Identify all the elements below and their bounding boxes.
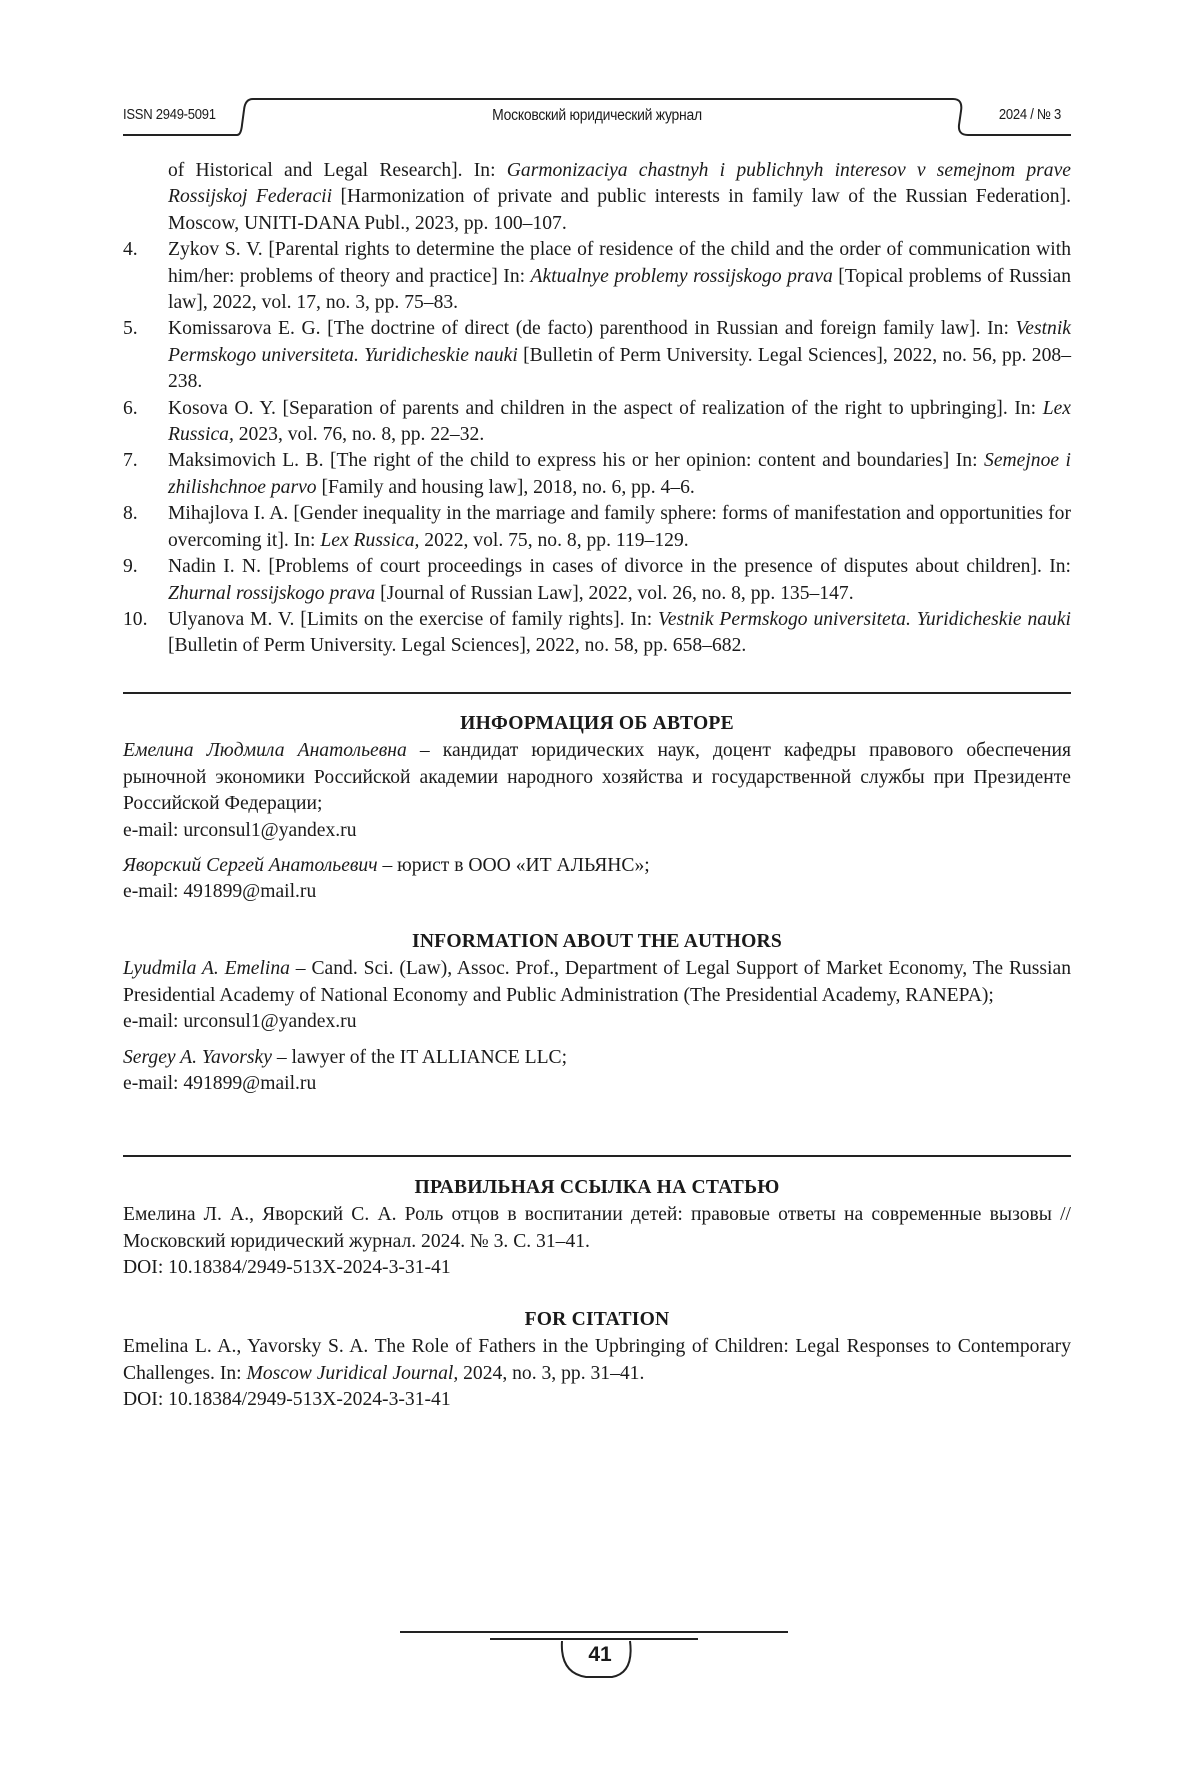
reference-text: [Topical problems of Russian law], 2022, vol. 17, no. 3, pp. 75–83. (168, 266, 1071, 313)
reference-number: 6. (123, 396, 138, 422)
reference-number: 8. (123, 501, 138, 527)
reference-text: 2023, vol. 76, no. 8, pp. 22–32. (234, 424, 484, 445)
reference-text: Maksimovich L. B. [The right of the child to express his or her opinion: content and boundaries] In: (168, 450, 984, 471)
author-bio (123, 1045, 1071, 1071)
author-info-en (123, 929, 1071, 1097)
reference-source-title: Semejnoe i zhilishchnoe parvo (168, 450, 1071, 497)
reference-source-title: Vestnik Permskogo universiteta. Yuridicheskie nauki (168, 318, 1071, 365)
reference-source-title: Aktualnye problemy rossijskogo prava (531, 266, 833, 287)
section-title: ИНФОРМАЦИЯ ОБ АВТОРЕ (123, 711, 1071, 737)
reference-text: 2022, vol. 75, no. 8, pp. 119–129. (419, 530, 688, 551)
author-email[interactable]: e-mail: 491899@mail.ru (123, 1071, 1071, 1097)
author-email[interactable]: e-mail: urconsul1@yandex.ru (123, 1009, 1071, 1035)
citation-details: 2024, no. 3, pp. 31–41. (458, 1363, 644, 1384)
citation-journal: Moscow Juridical Journal, (247, 1363, 459, 1384)
reference-source-title: Lex Russica, (320, 530, 419, 551)
running-header (123, 95, 1071, 137)
reference-text: Nadin I. N. [Problems of court proceedings in cases of divorce in the presence of disputes about children]. In: (168, 556, 1071, 577)
page-footer (390, 1625, 810, 1695)
author-name: Емелина Людмила Анатольевна (123, 740, 407, 761)
reference-number: 4. (123, 237, 138, 263)
citation-text: Емелина Л. А., Яворский С. А. Роль отцов в воспитании детей: правовые ответы на современные вызовы // Московский юридический журнал. 2024. № 3. С. 31–41. (123, 1202, 1071, 1255)
author-email[interactable]: e-mail: urconsul1@yandex.ru (123, 818, 1071, 844)
reference-source-title: Vestnik Permskogo universiteta. Yuridicheskie nauki (658, 609, 1071, 630)
reference-source-title: Zhurnal rossijskogo prava (168, 583, 375, 604)
journal-title: Московский юридический журнал (170, 107, 1023, 125)
citation-en (123, 1307, 1071, 1414)
reference-text: Mihajlova I. A. [Gender inequality in the marriage and family sphere: forms of manifestation and opportunities for overcoming it]. In: (168, 503, 1071, 550)
section-title: FOR CITATION (123, 1307, 1071, 1333)
reference-source-title: Garmonizaciya chastnyh i publichnyh interesov v semejnom prave Rossijskoj Federacii (168, 160, 1071, 207)
author-description: – Cand. Sci. (Law), Assoc. Prof., Department of Legal Support of Market Economy, The Russian Presidential Academy of National Economy and Public Administration (The Presidential Academy, RANEPA); (123, 958, 1071, 1005)
reference-text: [Journal of Russian Law], 2022, vol. 26, no. 8, pp. 135–147. (375, 583, 853, 604)
reference-number: 10. (123, 607, 148, 633)
reference-text: [Harmonization of private and public interests in family law of the Russian Federation]. Moscow, UNITI-DANA Publ., 2023, pp. 100–107. (168, 186, 1071, 233)
reference-text: [Bulletin of Perm University. Legal Sciences], 2022, no. 56, pp. 208–238. (168, 345, 1071, 392)
section-title: ПРАВИЛЬНАЯ ССЫЛКА НА СТАТЬЮ (123, 1175, 1071, 1201)
doi[interactable]: DOI: 10.18384/2949-513X-2024-3-31-41 (123, 1387, 1071, 1413)
author-bio (123, 956, 1071, 1009)
reference-text: Komissarova E. G. [The doctrine of direct (de facto) parenthood in Russian and foreign family law]. In: (168, 318, 1016, 339)
reference-list (123, 158, 1071, 660)
reference-text: Kosova O. Y. [Separation of parents and children in the aspect of realization of the right to upbringing]. In: (168, 398, 1043, 419)
reference-text: Zykov S. V. [Parental rights to determine the place of residence of the child and the order of communication with him/her: problems of theory and practice] In: (168, 239, 1071, 286)
reference-number: 7. (123, 448, 138, 474)
reference-item (123, 396, 1071, 449)
issue-number: 2024 / № 3 (999, 107, 1061, 123)
reference-text: of Historical and Legal Research]. In: (168, 160, 507, 181)
author-bio (123, 853, 1071, 879)
reference-item (123, 448, 1071, 501)
reference-number: 9. (123, 554, 138, 580)
author-info-ru (123, 711, 1071, 906)
issn: ISSN 2949-5091 (123, 107, 216, 123)
reference-source-title: Lex Russica, (168, 398, 1071, 445)
section-divider (123, 692, 1071, 694)
reference-text: [Family and housing law], 2018, no. 6, pp. 4–6. (317, 477, 695, 498)
reference-number: 5. (123, 316, 138, 342)
reference-item (123, 158, 1071, 237)
author-name: Яворский Сергей Анатольевич (123, 855, 378, 876)
doi[interactable]: DOI: 10.18384/2949-513X-2024-3-31-41 (123, 1255, 1071, 1281)
citation-text (123, 1334, 1071, 1387)
author-name: Lyudmila A. Emelina (123, 958, 290, 979)
author-email[interactable]: e-mail: 491899@mail.ru (123, 879, 1071, 905)
reference-item (123, 501, 1071, 554)
citation-ru (123, 1175, 1071, 1282)
section-divider (123, 1155, 1071, 1157)
reference-item (123, 316, 1071, 395)
author-bio (123, 738, 1071, 817)
reference-item (123, 554, 1071, 607)
reference-item (123, 607, 1071, 660)
citation-authors-title: Emelina L. A., Yavorsky S. A. The Role of Fathers in the Upbringing of Children: Legal Responses to Contemporary Challenges. In: (123, 1336, 1071, 1383)
author-name: Sergey A. Yavorsky (123, 1047, 272, 1068)
reference-item (123, 237, 1071, 316)
reference-text: Ulyanova M. V. [Limits on the exercise of family rights]. In: (168, 609, 658, 630)
section-title: INFORMATION ABOUT THE AUTHORS (123, 929, 1071, 955)
author-description: – кандидат юридических наук, доцент кафедры правового обеспечения рыночной экономики Российской академии народного хозяйства и государственной службы при Президенте Российской Федерации; (123, 740, 1071, 814)
page-number: 41 (390, 1643, 810, 1667)
reference-text: [Bulletin of Perm University. Legal Sciences], 2022, no. 58, pp. 658–682. (168, 635, 746, 656)
author-description: – юрист в ООО «ИТ АЛЬЯНС»; (378, 855, 650, 876)
author-description: – lawyer of the IT ALLIANCE LLC; (272, 1047, 567, 1068)
